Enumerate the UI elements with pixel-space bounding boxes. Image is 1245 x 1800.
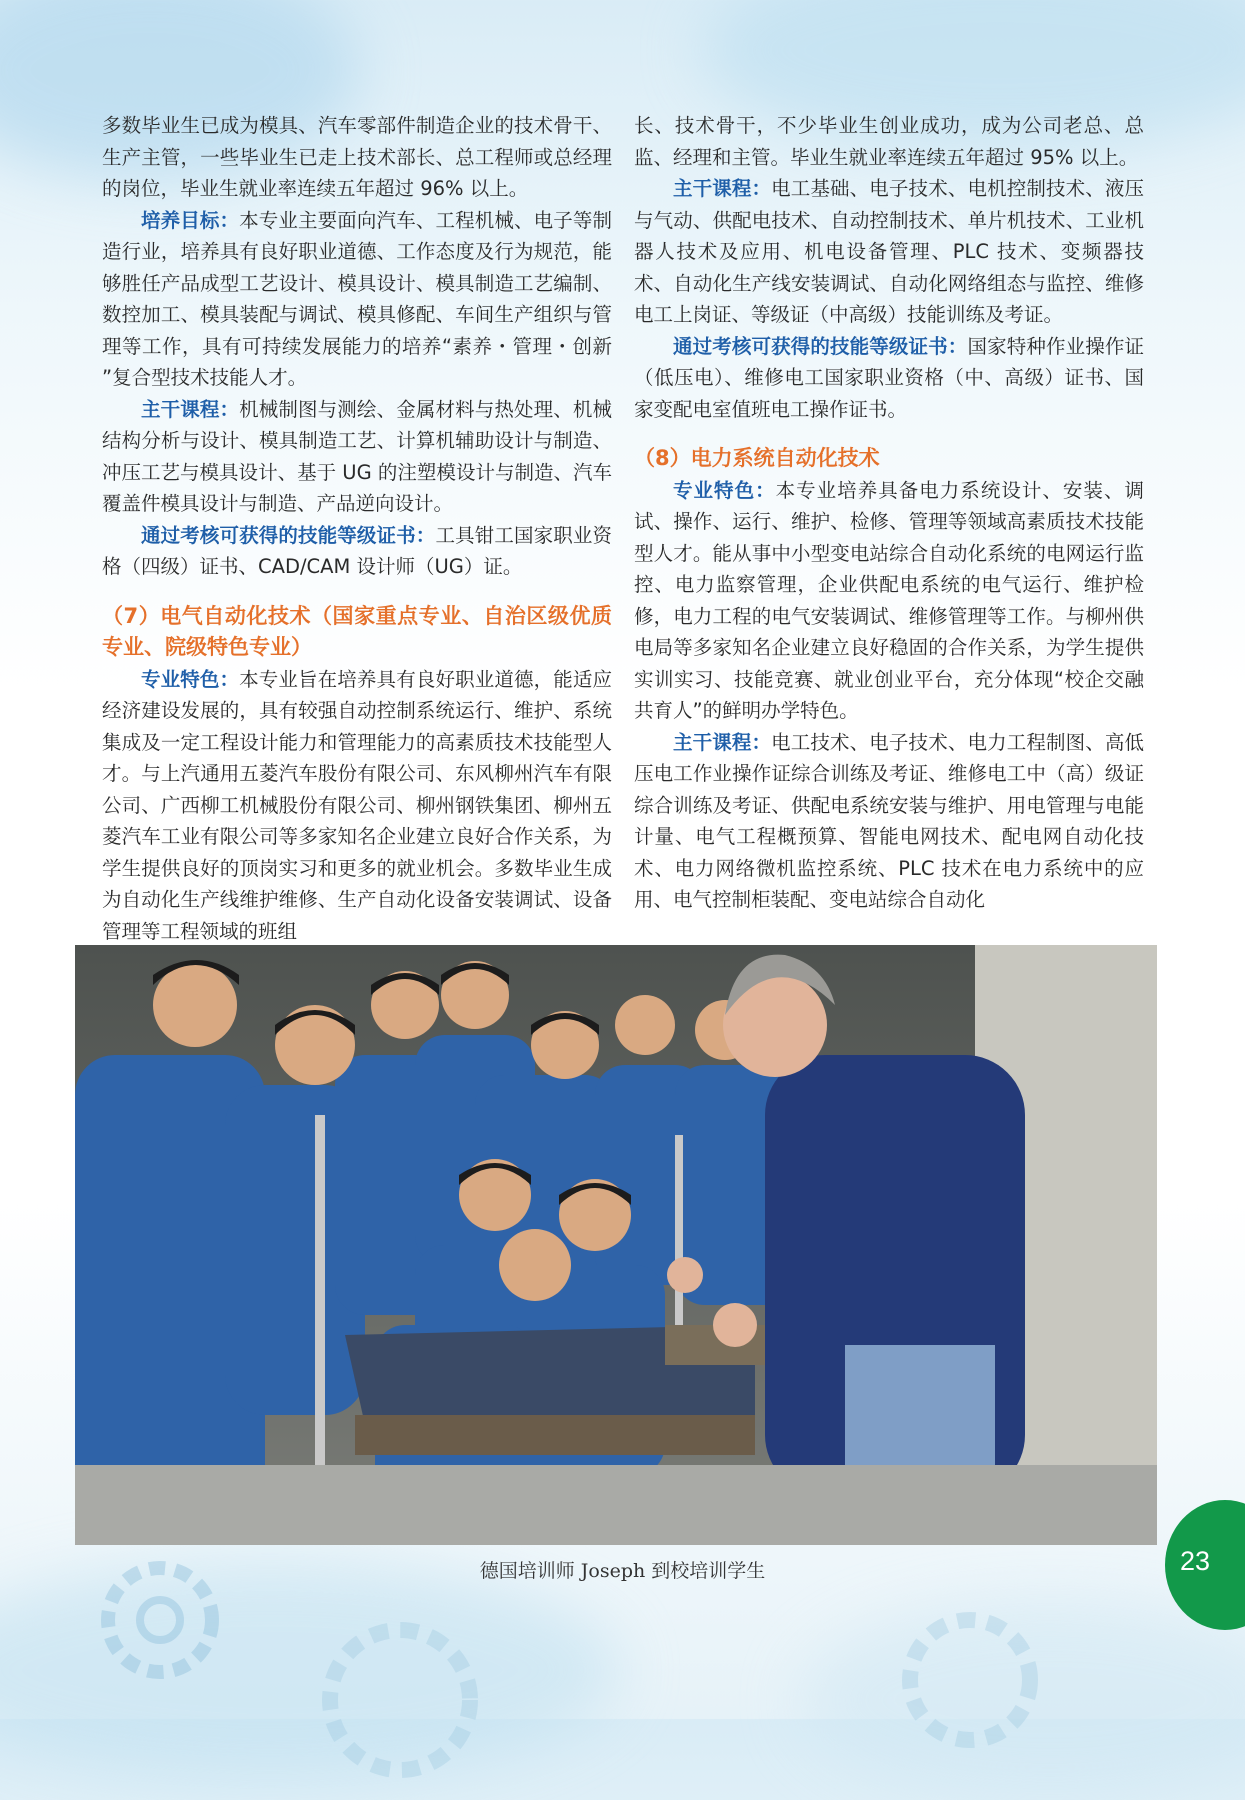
section-heading: （8）电力系统自动化技术 xyxy=(634,446,880,470)
keyword-label: 主干课程： xyxy=(141,397,240,421)
page-number: 23 xyxy=(1180,1546,1211,1576)
paragraph-body: 工具钳工国家职业资格（四级）证书、CAD/CAM 设计师（UG）证。 xyxy=(102,523,612,578)
paragraph-body: 本专业培养具备电力系统设计、安装、调试、操作、运行、维护、检修、管理等领域高素质技术技能型人才。能从事中小型变电站综合自动化系统的电网运行监控、电力监察管理，企业供配电系统的电气运行、维护检修，电力工程的电气安装调试、维修管理等工作。与柳州供电局等多家知名企业建立良好稳固的合作关系，为学生提供实训实习、技能竞赛、就业创业平台，充分体现“校企交融共育人”的鲜明办学特色。 xyxy=(634,478,1144,722)
paragraph-body: 电工技术、电子技术、电力工程制图、高低压电工作业操作证综合训练及考证、维修电工中（高）级证综合训练及考证、供配电系统安装与维护、用电管理与电能计量、电气工程概预算、智能电网技术、配电网自动化技术、电力网络微机监控系统、PLC 技术在电力系统中的应用、电气控制柜装配、变电站综合自动化 xyxy=(634,730,1144,911)
paragraph xyxy=(102,205,612,394)
keyword-label: 专业特色： xyxy=(673,478,776,502)
paragraph-body: 国家特种作业操作证（低压电）、维修电工国家职业资格（中、高级）证书、国家变配电室值班电工操作证书。 xyxy=(634,334,1144,421)
paragraph xyxy=(102,520,612,583)
gear-decoration-icon xyxy=(300,1600,500,1800)
keyword-label: 主干课程： xyxy=(673,177,772,200)
keyword-label: 专业特色： xyxy=(141,667,240,691)
paragraph-body: 电工基础、电子技术、电机控制技术、液压与气动、供配电技术、自动控制技术、单片机技术、工业机器人技术及应用、机电设备管理、PLC 技术、变频器技术、自动化生产线安装调试、自动化网络组态与监控、维修电工上岗证、等级证（中高级）技能训练及考证。 xyxy=(634,177,1144,326)
paragraph: 长、技术骨干，不少毕业生创业成功，成为公司老总、总监、经理和主管。毕业生就业率连续五年超过 95% 以上。 xyxy=(634,114,1144,169)
keyword-label: 主干课程： xyxy=(673,730,772,754)
keyword-label: 培养目标： xyxy=(141,208,240,232)
paragraph xyxy=(634,173,1144,331)
paragraph-body: 本专业主要面向汽车、工程机械、电子等制造行业，培养具有良好职业道德、工作态度及行为规范，能够胜任产品成型工艺设计、模具设计、模具制造工艺编制、数控加工、模具装配与调试、模具修配、车间生产组织与管理等工作，具有可持续发展能力的培养“素养・管理・创新 ”复合型技术技能人才。 xyxy=(102,208,612,389)
paragraph xyxy=(102,664,612,948)
training-photo xyxy=(75,945,1157,1545)
left-text-column xyxy=(102,110,612,947)
gear-decoration-icon xyxy=(880,1590,1060,1770)
paragraph xyxy=(634,331,1144,426)
page-number-badge xyxy=(1165,1500,1245,1630)
paragraph-body: 本专业旨在培养具有良好职业道德，能适应经济建设发展的，具有较强自动控制系统运行、维护、系统集成及一定工程设计能力和管理能力的高素质技术技能型人才。与上汽通用五菱汽车股份有限公司、东风柳州汽车有限公司、广西柳工机械股份有限公司、柳州钢铁集团、柳州五菱汽车工业有限公司等多家知名企业建立良好合作关系，为学生提供良好的顶岗实习和更多的就业机会。多数毕业生成为自动化生产线维护维修、生产自动化设备安装调试、设备管理等工程领域的班组 xyxy=(102,667,612,943)
keyword-label: 通过考核可获得的技能等级证书： xyxy=(141,523,436,547)
section-heading: （7）电气自动化技术（国家重点专业、自治区级优质专业、院级特色专业） xyxy=(102,603,612,659)
trainer-demonstration-photo xyxy=(75,945,1157,1545)
right-text-column xyxy=(634,110,1144,916)
paragraph-body: 机械制图与测绘、金属材料与热处理、机械结构分析与设计、模具制造工艺、计算机辅助设计与制造、冲压工艺与模具设计、基于 UG 的注塑模设计与制造、汽车覆盖件模具设计与制造、产品逆向设计。 xyxy=(102,397,612,515)
paragraph: 多数毕业生已成为模具、汽车零部件制造企业的技术骨干、生产主管，一些毕业生已走上技术部长、总工程师或总经理的岗位，毕业生就业率连续五年超过 96% 以上。 xyxy=(102,114,612,200)
paragraph xyxy=(102,394,612,520)
paragraph xyxy=(634,727,1144,916)
keyword-label: 通过考核可获得的技能等级证书： xyxy=(673,334,968,358)
paragraph xyxy=(634,475,1144,727)
photo-caption: 德国培训师 Joseph 到校培训学生 xyxy=(479,1560,766,1582)
